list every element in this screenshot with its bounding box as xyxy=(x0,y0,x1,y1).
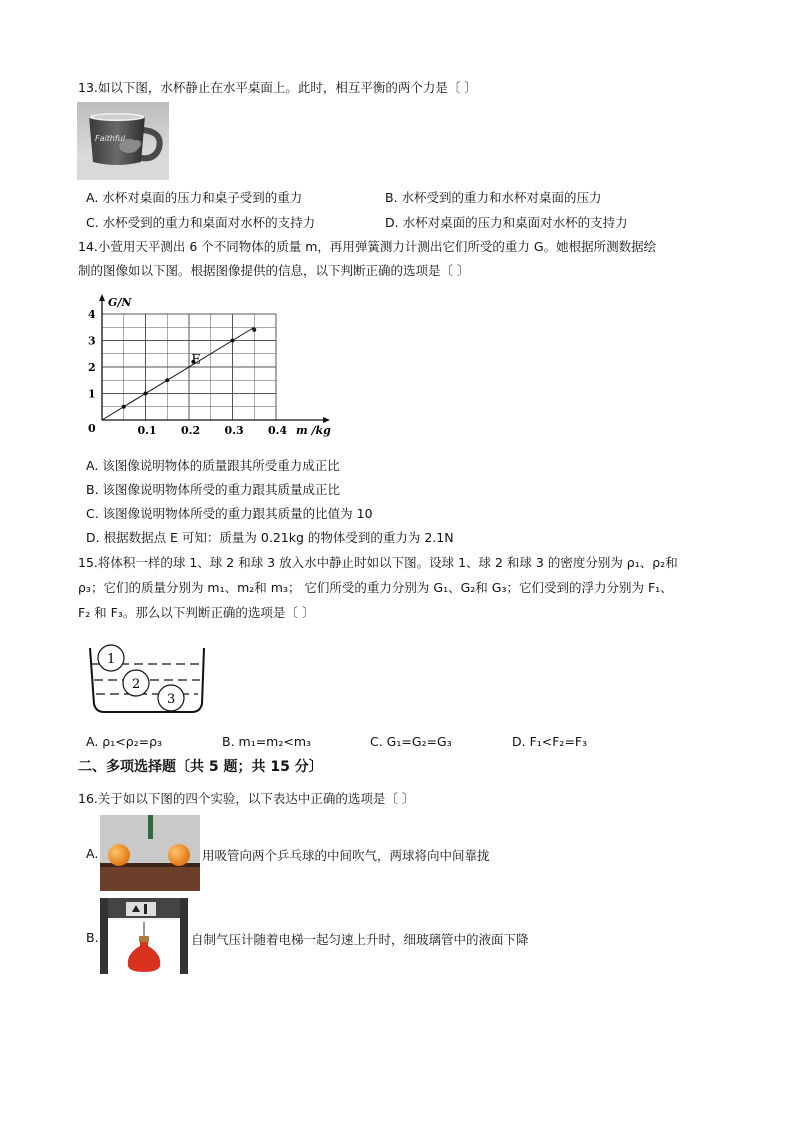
q13-option-b: B. 水杯受到的重力和水杯对桌面的压力 xyxy=(385,190,602,205)
cup-text: Faithful xyxy=(95,134,126,143)
x-tick-label: 0.4 xyxy=(268,424,288,437)
q14-stem-line1: 14.小萱用天平测出 6 个不同物体的质量 m，再用弹簧测力计测出它们所受的重力 G。她根据所测数据绘 xyxy=(78,239,657,254)
ping-pong-ball-right xyxy=(168,844,190,866)
barometer-photo xyxy=(100,898,188,974)
section-2-title: 二、多项选择题〔共 5 题；共 15 分〕 xyxy=(78,759,323,775)
q13-option-a: A. 水杯对桌面的压力和桌子受到的重力 xyxy=(86,190,303,205)
q16-option-b-letter: B. xyxy=(86,930,99,945)
y-tick-label: 1 xyxy=(88,387,96,401)
y-axis-label: G/N xyxy=(108,296,132,309)
g-m-chart xyxy=(80,292,350,442)
x-axis-label: m /kg xyxy=(296,424,331,437)
y-tick-label: 2 xyxy=(88,361,96,374)
ball-1-label: 1 xyxy=(107,652,116,667)
x-tick-label: 0.3 xyxy=(224,424,244,437)
ping-pong-ball-left xyxy=(108,844,130,866)
q13-option-c: C. 水杯受到的重力和桌面对水杯的支持力 xyxy=(86,215,316,230)
y-tick-label: 4 xyxy=(88,308,96,321)
q16-stem: 16.关于如以下图的四个实验，以下表达中正确的选项是〔 〕 xyxy=(78,791,415,806)
chart-axes xyxy=(99,294,330,423)
ball-3-label: 3 xyxy=(167,692,176,707)
data-point xyxy=(122,405,126,409)
y-axis-arrow xyxy=(99,294,105,301)
ping-pong-photo xyxy=(100,815,200,891)
q14-stem-line2: 制的图像如以下图。根据图像提供的信息，以下判断正确的选项是〔 〕 xyxy=(78,263,470,278)
q15-stem-line1: 15.将体积一样的球 1、球 2 和球 3 放入水中静止时如以下图。设球 1、球 2 和球 3 的密度分别为 ρ₁、ρ₂和 xyxy=(78,555,678,570)
q16-option-a-text: 用吸管向两个乒乓球的中间吹气，两球将向中间靠拢 xyxy=(202,848,490,863)
x-axis-arrow xyxy=(323,417,330,423)
q14-option-d: D. 根据数据点 E 可知：质量为 0.21kg 的物体受到的重力为 2.1N xyxy=(86,530,454,545)
q15-stem-line3: F₂ 和 F₃。那么以下判断正确的选项是〔 〕 xyxy=(78,605,315,620)
origin-label: 0 xyxy=(88,422,96,435)
q14-option-c: C. 该图像说明物体所受的重力跟其质量的比值为 10 xyxy=(86,506,373,521)
q13-stem: 13.如以下图，水杯静止在水平桌面上。此时，相互平衡的两个力是〔 〕 xyxy=(78,80,477,95)
q13-option-d: D. 水杯对桌面的压力和桌面对水杯的支持力 xyxy=(385,215,628,230)
q15-option-b: B. m₁=m₂<m₃ xyxy=(222,734,312,749)
q16-option-b-text: 自制气压计随着电梯一起匀速上升时，细玻璃管中的液面下降 xyxy=(191,932,529,947)
data-point xyxy=(231,339,235,343)
y-tick-label: 3 xyxy=(88,334,96,348)
q15-option-c: C. G₁=G₂=G₃ xyxy=(370,734,452,749)
data-point xyxy=(165,378,169,382)
q15-option-a: A. ρ₁<ρ₂=ρ₃ xyxy=(86,734,163,749)
q15-option-d: D. F₁<F₂=F₃ xyxy=(512,734,588,749)
cup-photo xyxy=(77,102,169,180)
x-tick-label: 0.1 xyxy=(137,424,157,437)
data-point xyxy=(144,392,148,396)
ball-2-label: 2 xyxy=(132,677,141,692)
q16-option-a-letter: A. xyxy=(86,846,99,861)
q14-option-b: B. 该图像说明物体所受的重力跟其质量成正比 xyxy=(86,482,341,497)
q15-stem-line2: ρ₃；它们的质量分别为 m₁、m₂和 m₃； 它们所受的重力分别为 G₁、G₂和 G₃；它们受到的浮力分别为 F₁、 xyxy=(78,580,673,595)
data-point xyxy=(252,328,256,332)
x-tick-label: 0.2 xyxy=(181,424,201,437)
q14-option-a: A. 该图像说明物体的质量跟其所受重力成正比 xyxy=(86,458,340,473)
balls-in-water-diagram xyxy=(84,640,214,720)
point-e-label: E xyxy=(191,352,201,368)
